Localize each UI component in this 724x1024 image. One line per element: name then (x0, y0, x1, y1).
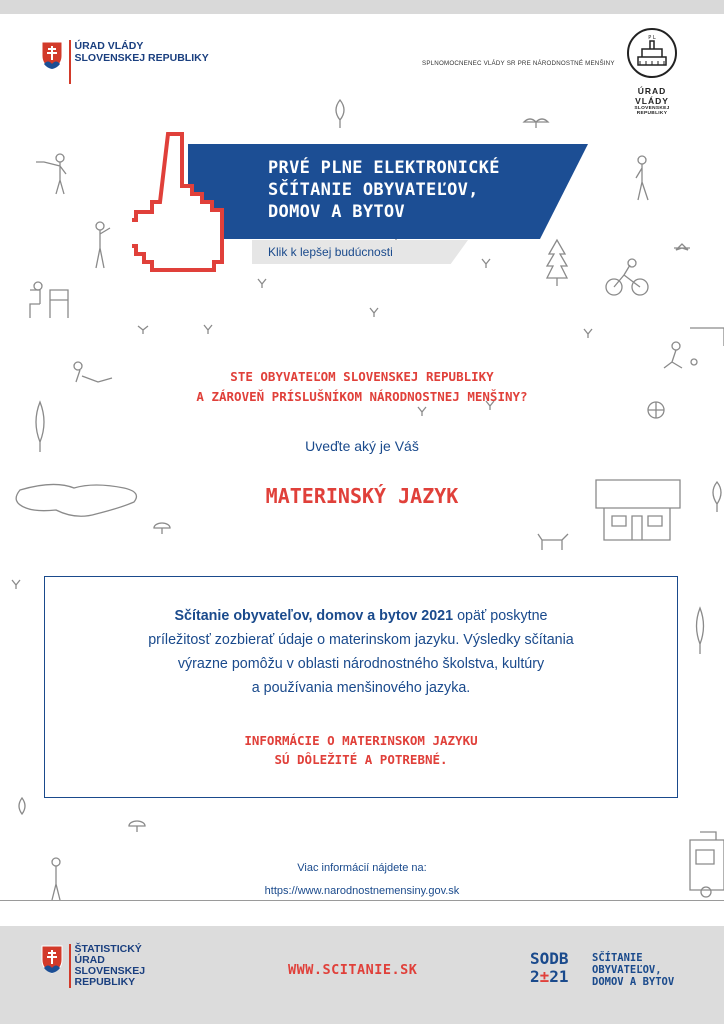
plenipotentiary-label: SPLNOMOCNENEC VLÁDY SR PRE NÁRODNOSTNÉ MENŠINY (422, 60, 615, 67)
leaf-icon (258, 279, 266, 288)
slovak-coat-of-arms-icon (40, 40, 64, 70)
leaf-icon (674, 244, 690, 250)
leaf-icon (204, 325, 212, 334)
tagline: Klik k lepšej budúcnosti (268, 245, 393, 259)
slovak-coat-of-arms-icon (40, 944, 64, 974)
info-note: INFORMÁCIE O MATERINSKOM JAZYKU SÚ DÔLEŽITÉ A POTREBNÉ. (244, 733, 478, 767)
sodb-logo-bottom: 2±21 (530, 967, 569, 986)
mother-tongue-heading: MATERINSKÝ JAZYK (265, 484, 459, 508)
leaf-icon (482, 259, 490, 268)
umbrella-icon (154, 523, 170, 534)
census-website-link[interactable]: WWW.SCITANIE.SK (288, 962, 418, 978)
logo-divider (69, 944, 71, 988)
statistics-office-name: ŠTATISTICKÝ ÚRAD SLOVENSKEJ REPUBLIKY (74, 943, 146, 988)
leaf-icon (370, 308, 378, 317)
seal-subtitle: SLOVENSKEJ REPUBLIKY (634, 106, 670, 116)
indicate-prompt: Uveďte aký je Váš (305, 438, 419, 454)
leaf-icon (12, 580, 20, 589)
more-info-label: Viac informácií nájdete na: (297, 862, 427, 874)
statistics-office-logo[interactable] (40, 944, 145, 988)
sodb-logo[interactable] (530, 950, 582, 986)
question-heading: STE OBYVATEĽOM SLOVENSKEJ REPUBLIKY A ZÁROVEŇ PRÍSLUŠNÍKOM NÁRODNOSTNEJ MENŠINY? (196, 369, 528, 404)
leaf-icon (418, 407, 426, 416)
umbrella-icon (129, 821, 145, 832)
seal-title: ÚRAD VLÁDY (635, 86, 669, 106)
leaf-icon (524, 119, 548, 128)
person-figure-icon (96, 222, 110, 268)
bench-person-icon (30, 282, 68, 318)
logo-divider (69, 40, 71, 84)
pixel-hand-pointer-icon (132, 130, 252, 272)
info-paragraph: Sčítanie obyvateľov, domov a bytov 2021 opäť poskytne príležitosť zozbierať údaje o materinskom jazyku. Výsledky sčítania výrazne pomôžu v oblasti národnostného školstva, kultúry a používania menšinového jazyka. (148, 608, 574, 696)
census-name: SČÍTANIE OBYVATEĽOV, DOMOV A BYTOV (592, 952, 675, 988)
tree-icon (697, 608, 704, 654)
waiter-figure-icon (36, 154, 66, 194)
government-office-name: ÚRAD VLÁDY SLOVENSKEJ REPUBLIKY (74, 40, 209, 64)
seal-letters: P L (648, 35, 656, 41)
info-bold-lead: Sčítanie obyvateľov, domov a bytov 2021 (174, 608, 454, 624)
leaf-icon (19, 798, 25, 814)
ground-line (0, 900, 724, 901)
cyclist-icon (606, 259, 648, 295)
sodb-logo-top: SODB (530, 949, 569, 968)
football-player-icon (664, 328, 724, 368)
leaf-icon (138, 326, 148, 334)
hero-title: PRVÉ PLNE ELEKTRONICKÉ SČÍTANIE OBYVATEĽOV, DOMOV A BYTOV (268, 158, 500, 222)
more-info-link[interactable]: https://www.narodnostnemensiny.gov.sk (264, 885, 460, 897)
office-seal-icon (626, 27, 678, 79)
person-figure-icon (636, 156, 648, 200)
pine-tree-icon (547, 240, 567, 286)
government-office-logo[interactable] (40, 40, 209, 84)
leaf-icon (336, 100, 344, 128)
office-seal-logo[interactable] (624, 27, 680, 116)
dog-icon (538, 534, 568, 550)
leaf-icon (584, 329, 592, 338)
